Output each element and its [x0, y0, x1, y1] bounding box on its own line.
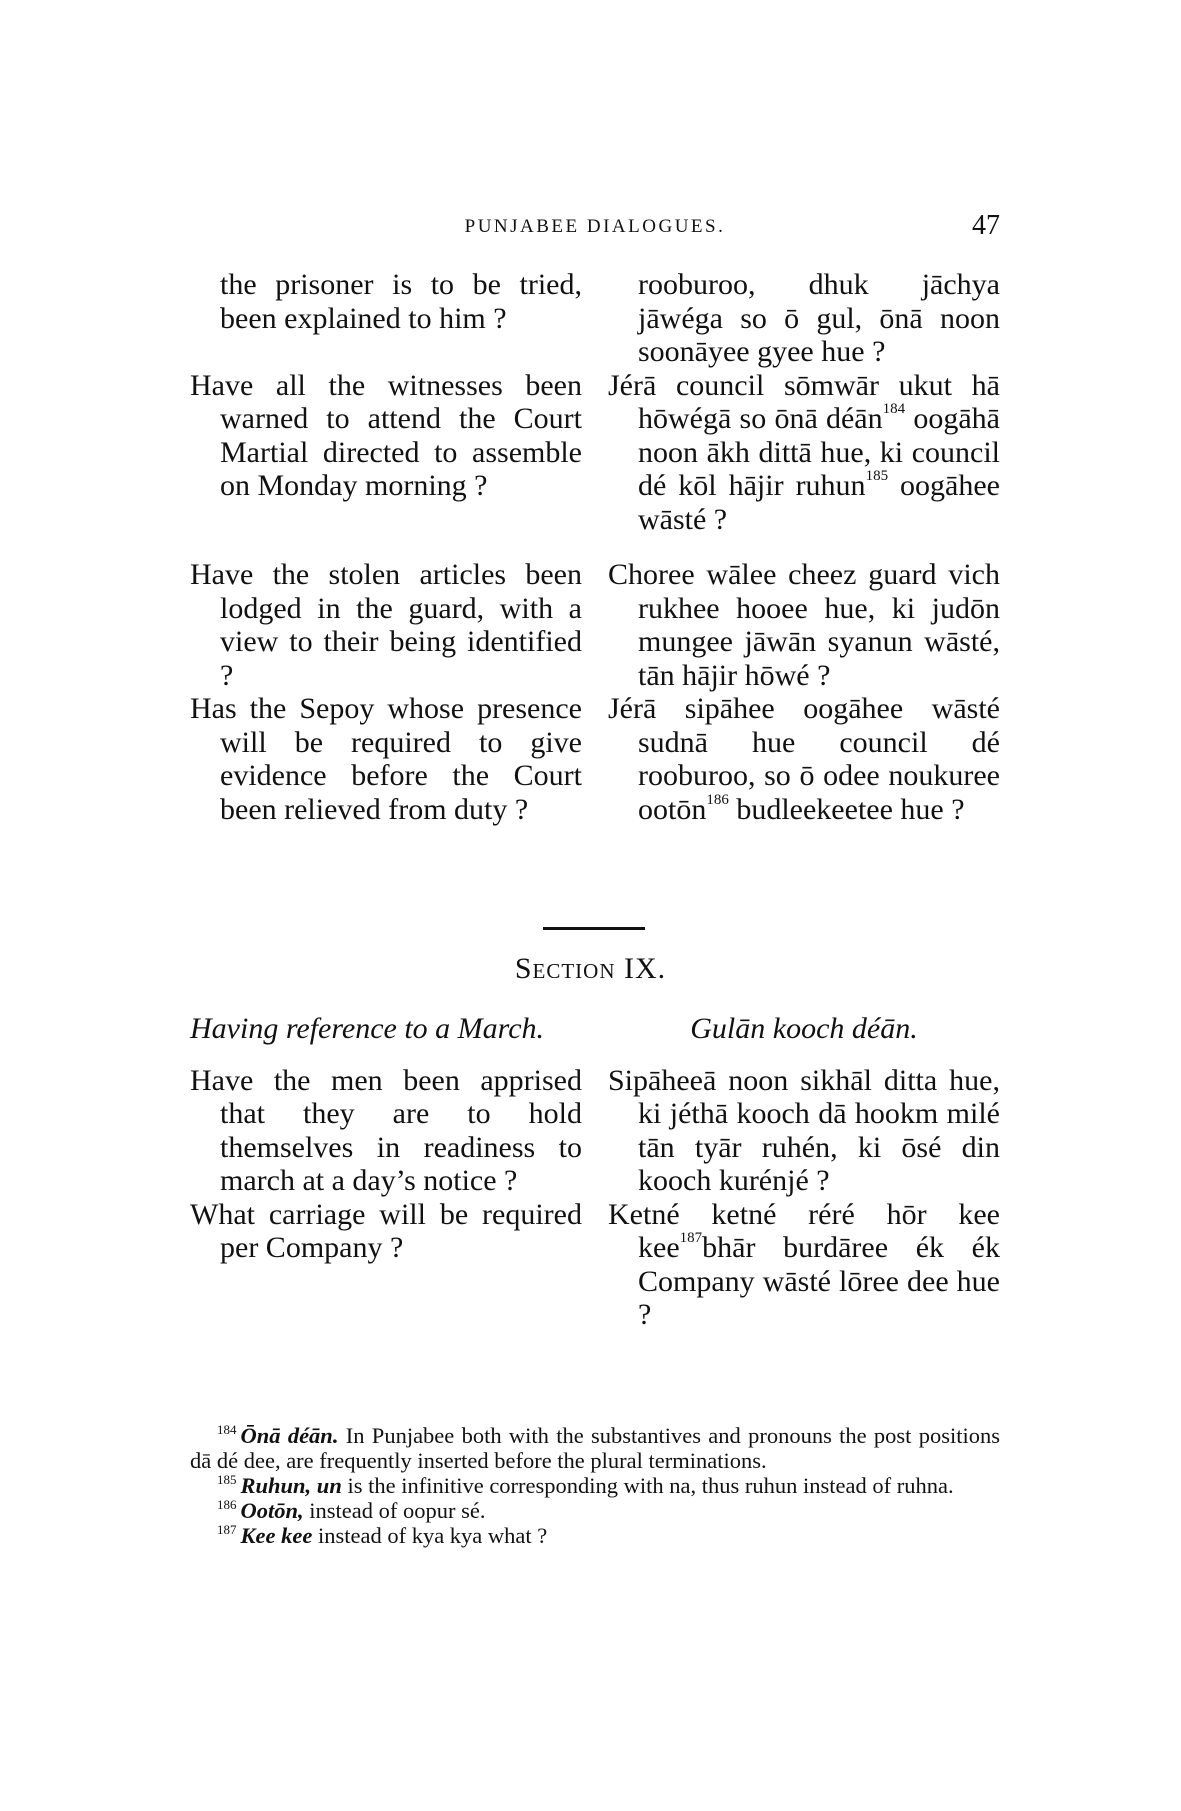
dialogue-block-top — [190, 268, 1000, 826]
english-entry: Has the Sepoy whose presence will be required to give evidence before the Court been relieved from duty ? — [190, 692, 582, 826]
punjabee-entry: Jérā sipāhee oogāhee wāsté sudnā hue council dé rooburoo, so ō odee noukuree ootōn$^{186}$ budleekeetee hue ? — [608, 692, 1000, 826]
english-entry: What carriage will be required per Company ? — [190, 1197, 582, 1264]
punjabee-entry: Ketné ketné réré hōr kee kee$^{187}$bhār burdāree ék ék Company wāsté lōree dee hue ? — [608, 1197, 1000, 1331]
footnote-term: Ruhun, un — [240, 1473, 342, 1498]
footnote-ref: 184 — [882, 401, 906, 417]
footnote-text: In Punjabee both with the substantives and pronouns the post positions dā dé dee, are frequently inserted before the plural terminations. — [190, 1423, 1001, 1473]
footnote — [190, 1473, 1000, 1498]
footnote-number: 185 — [217, 1472, 237, 1487]
english-entry: Have the men been apprised that they are to hold themselves in readiness to march at a day’s notice ? — [190, 1063, 582, 1197]
footnote — [190, 1423, 1000, 1473]
footnote-number: 184 — [217, 1422, 237, 1437]
footnote-term: Ōnā déān. — [240, 1423, 339, 1448]
english-subheading: Having reference to a March. — [190, 1012, 545, 1045]
english-entry: Have the stolen articles been lodged in the guard, with a view to their being identified ? — [190, 558, 582, 692]
footnote-text: instead of kya kya what ? — [312, 1523, 548, 1548]
section-numeral: IX. — [624, 952, 667, 985]
dialogue-row — [190, 1198, 1000, 1332]
running-title: PUNJABEE DIALOGUES. — [464, 216, 726, 237]
dialogue-row — [190, 692, 1000, 826]
section-heading — [0, 952, 1181, 986]
punjabee-subheading: Gulān kooch déān. — [690, 1012, 918, 1045]
english-entry: the prisoner is to be tried, been explained to him ? — [220, 268, 582, 335]
dialogue-row — [190, 1064, 1000, 1198]
footnote-ref: 187 — [679, 1230, 703, 1246]
footnote — [190, 1523, 1000, 1548]
dialogue-block-bottom — [190, 1012, 1000, 1332]
punjabee-entry: Sipāheeā noon sikhāl ditta hue, ki jéthā kooch dā hookm milé tān tyār ruhén, ki ōsé din kooch kurénjé ? — [608, 1063, 1000, 1197]
section-divider — [543, 927, 645, 930]
footnotes — [190, 1423, 1000, 1548]
punjabee-entry: rooburoo, dhuk jāchya jāwéga so ō gul, ōnā noon soonāyee gyee hue ? — [638, 268, 1000, 368]
section-label: Section — [514, 952, 616, 985]
footnote-ref: 186 — [706, 791, 729, 808]
footnote-number: 187 — [217, 1522, 237, 1537]
page-number: 47 — [972, 210, 1000, 241]
dialogue-row — [190, 268, 1000, 369]
footnote-text: is the infinitive corresponding with na, thus ruhun instead of ruhna. — [341, 1473, 954, 1498]
footnote-text: instead of oopur sé. — [303, 1498, 486, 1523]
page-header — [190, 210, 1000, 250]
punjabee-entry: Choree wālee cheez guard vich rukhee hooee hue, ki judōn mungee jāwān syanun wāsté, tān hājir hōwé ? — [608, 558, 1000, 692]
dialogue-row — [190, 369, 1000, 537]
english-entry: Have all the witnesses been warned to attend the Court Martial directed to assemble on Monday morning ? — [190, 368, 582, 502]
footnote-term: Kee kee — [240, 1523, 313, 1548]
subheading-row — [190, 1012, 1000, 1046]
dialogue-row — [190, 558, 1000, 692]
footnote-number: 186 — [217, 1497, 237, 1512]
punjabee-entry: Jérā council sōmwār ukut hā hōwégā so ōnā déān$^{184}$ oogāhā noon ākh dittā hue, ki council dé kōl hājir ruhun$^{185}$ oogāhee wāsté ? — [608, 368, 1000, 536]
footnote-ref: 185 — [865, 468, 889, 484]
footnote — [190, 1498, 1000, 1523]
footnote-term: Ootōn, — [240, 1498, 304, 1523]
